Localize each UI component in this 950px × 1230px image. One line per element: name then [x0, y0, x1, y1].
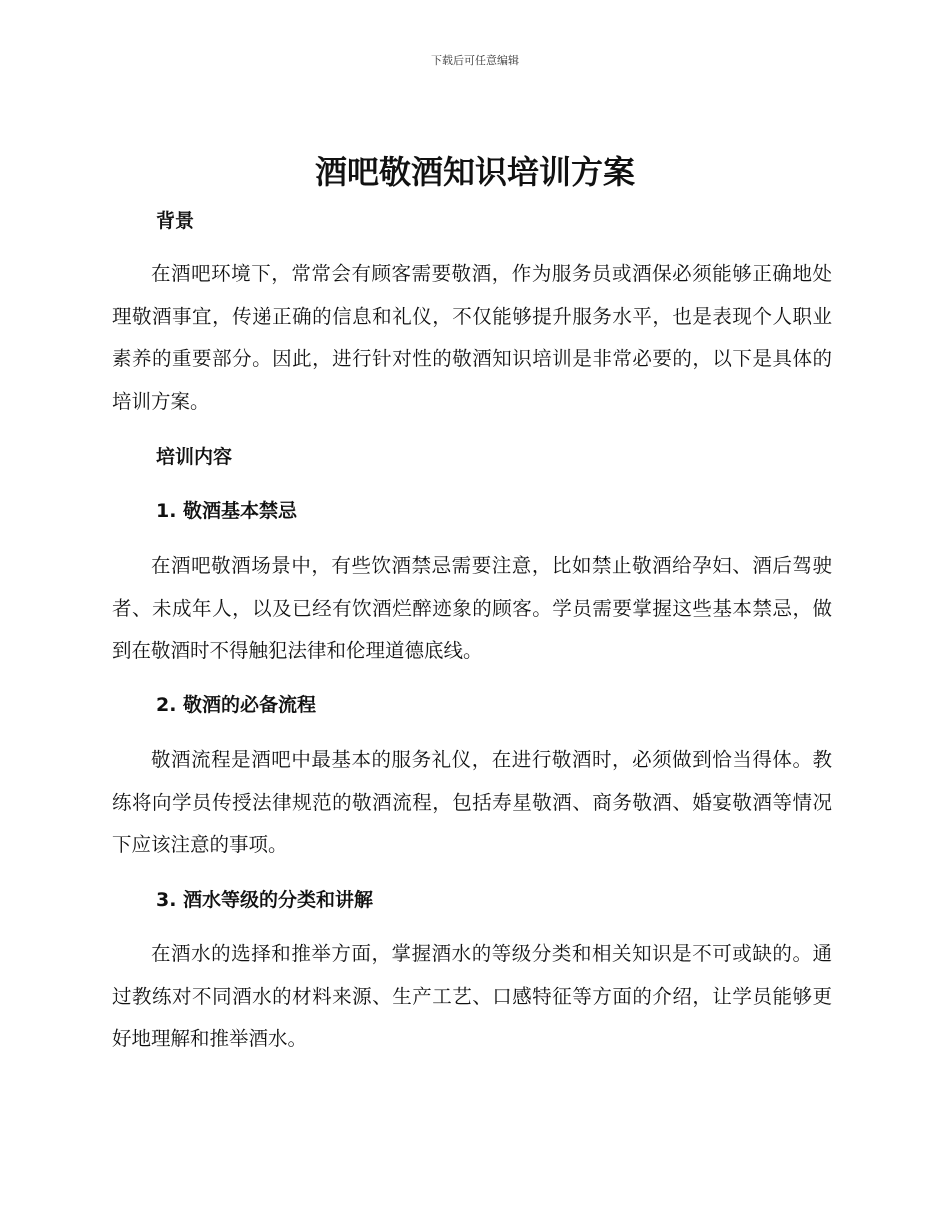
item-heading-1: 1. 敬酒基本禁忌: [156, 500, 298, 522]
paragraph-item-3: 在酒水的选择和推举方面，掌握酒水的等级分类和相关知识是不可或缺的。通过教练对不同酒水的材料来源、生产工艺、口感特征等方面的介绍，让学员能够更好地理解和推举酒水。: [112, 942, 832, 1050]
paragraph-item-2: 敬酒流程是酒吧中最基本的服务礼仪，在进行敬酒时，必须做到恰当得体。教练将向学员传授法律规范的敬酒流程，包括寿星敬酒、商务敬酒、婚宴敬酒等情况下应该注意的事项。: [112, 748, 832, 856]
page-header-note: 下载后可任意编辑: [431, 54, 519, 67]
section-heading-training-content: 培训内容: [156, 446, 233, 468]
section-heading-background: 背景: [156, 210, 195, 232]
item-heading-3: 3. 酒水等级的分类和讲解: [156, 889, 374, 911]
item-heading-2: 2. 敬酒的必备流程: [156, 694, 317, 716]
paragraph-background: 在酒吧环境下，常常会有顾客需要敬酒，作为服务员或酒保必须能够正确地处理敬酒事宜，传递正确的信息和礼仪，不仅能够提升服务水平，也是表现个人职业素养的重要部分。因此，进行针对性的敬酒知识培训是非常必要的，以下是具体的培训方案。: [112, 262, 832, 413]
paragraph-item-1: 在酒吧敬酒场景中，有些饮酒禁忌需要注意，比如禁止敬酒给孕妇、酒后驾驶者、未成年人，以及已经有饮酒烂醉迹象的顾客。学员需要掌握这些基本禁忌，做到在敬酒时不得触犯法律和伦理道德底线。: [112, 554, 832, 662]
document-title: 酒吧敬酒知识培训方案: [314, 153, 635, 191]
